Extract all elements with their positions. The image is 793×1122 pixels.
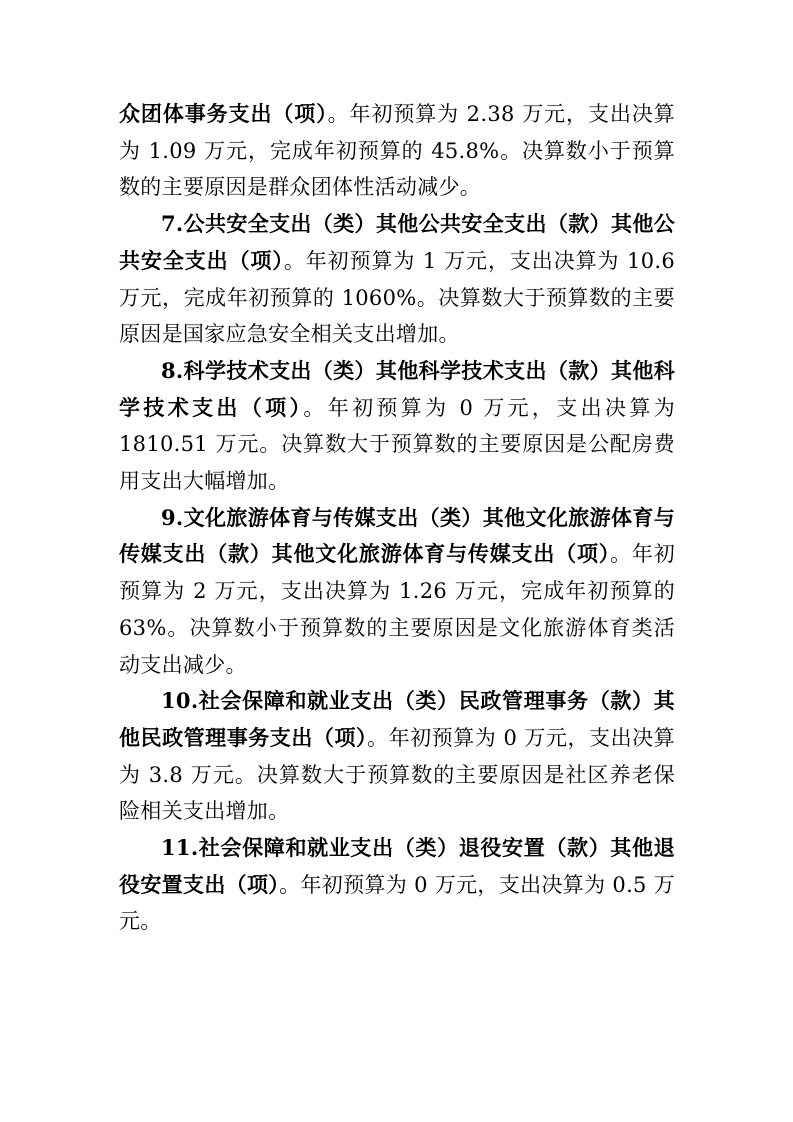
- paragraph-item-6-continued: [119, 96, 675, 206]
- paragraph-body: 。年初预算为 2.38 万元，支出决算为 1.09 万元，完成年初预算的 45.8%。决算数小于预算数的主要原因是群众团体性活动减少。: [119, 102, 675, 200]
- paragraph-body: 。年初预算为 0 万元，支出决算为 0.5 万元。: [119, 872, 676, 934]
- paragraph-heading: 众团体事务支出（项）: [119, 101, 328, 126]
- paragraph-heading: 8.科学技术支出（类）其他科学技术支出（款）其他科学技术支出（项）: [119, 357, 675, 420]
- paragraph-item-8: [119, 353, 675, 500]
- paragraph-body: 。年初预算为 1 万元，支出决算为 10.6 万元，完成年初预算的 1060%。决算数大于预算数的主要原因是国家应急安全相关支出增加。: [119, 248, 675, 347]
- paragraph-body: 。年初预算为 2 万元，支出决算为 1.26 万元，完成年初预算的 63%。决算数小于预算数的主要原因是文化旅游体育类活动支出减少。: [119, 542, 675, 677]
- paragraph-heading: 11.社会保障和就业支出（类）退役安置（款）其他退役安置支出（项）: [119, 835, 675, 897]
- paragraph-heading: 7.公共安全支出（类）其他公共安全支出（款）其他公共安全支出（项）: [119, 211, 675, 273]
- paragraph-item-7: [119, 206, 675, 353]
- paragraph-item-11: [119, 830, 675, 940]
- paragraph-heading: 10.社会保障和就业支出（类）民政管理事务（款）其他民政管理事务支出（项）: [119, 688, 675, 750]
- document-page: [119, 96, 675, 940]
- paragraph-body: 。年初预算为 0 万元，支出决算为 1810.51 万元。决算数大于预算数的主要原因是公配房费用支出大幅增加。: [119, 395, 676, 494]
- paragraph-item-10: [119, 683, 675, 830]
- paragraph-body: 。年初预算为 0 万元，支出决算为 3.8 万元。决算数大于预算数的主要原因是社区养老保险相关支出增加。: [119, 725, 675, 824]
- paragraph-item-9: [119, 500, 675, 684]
- paragraph-heading: 9.文化旅游体育与传媒支出（类）其他文化旅游体育与传媒支出（款）其他文化旅游体育与传媒支出（项）: [119, 504, 675, 567]
